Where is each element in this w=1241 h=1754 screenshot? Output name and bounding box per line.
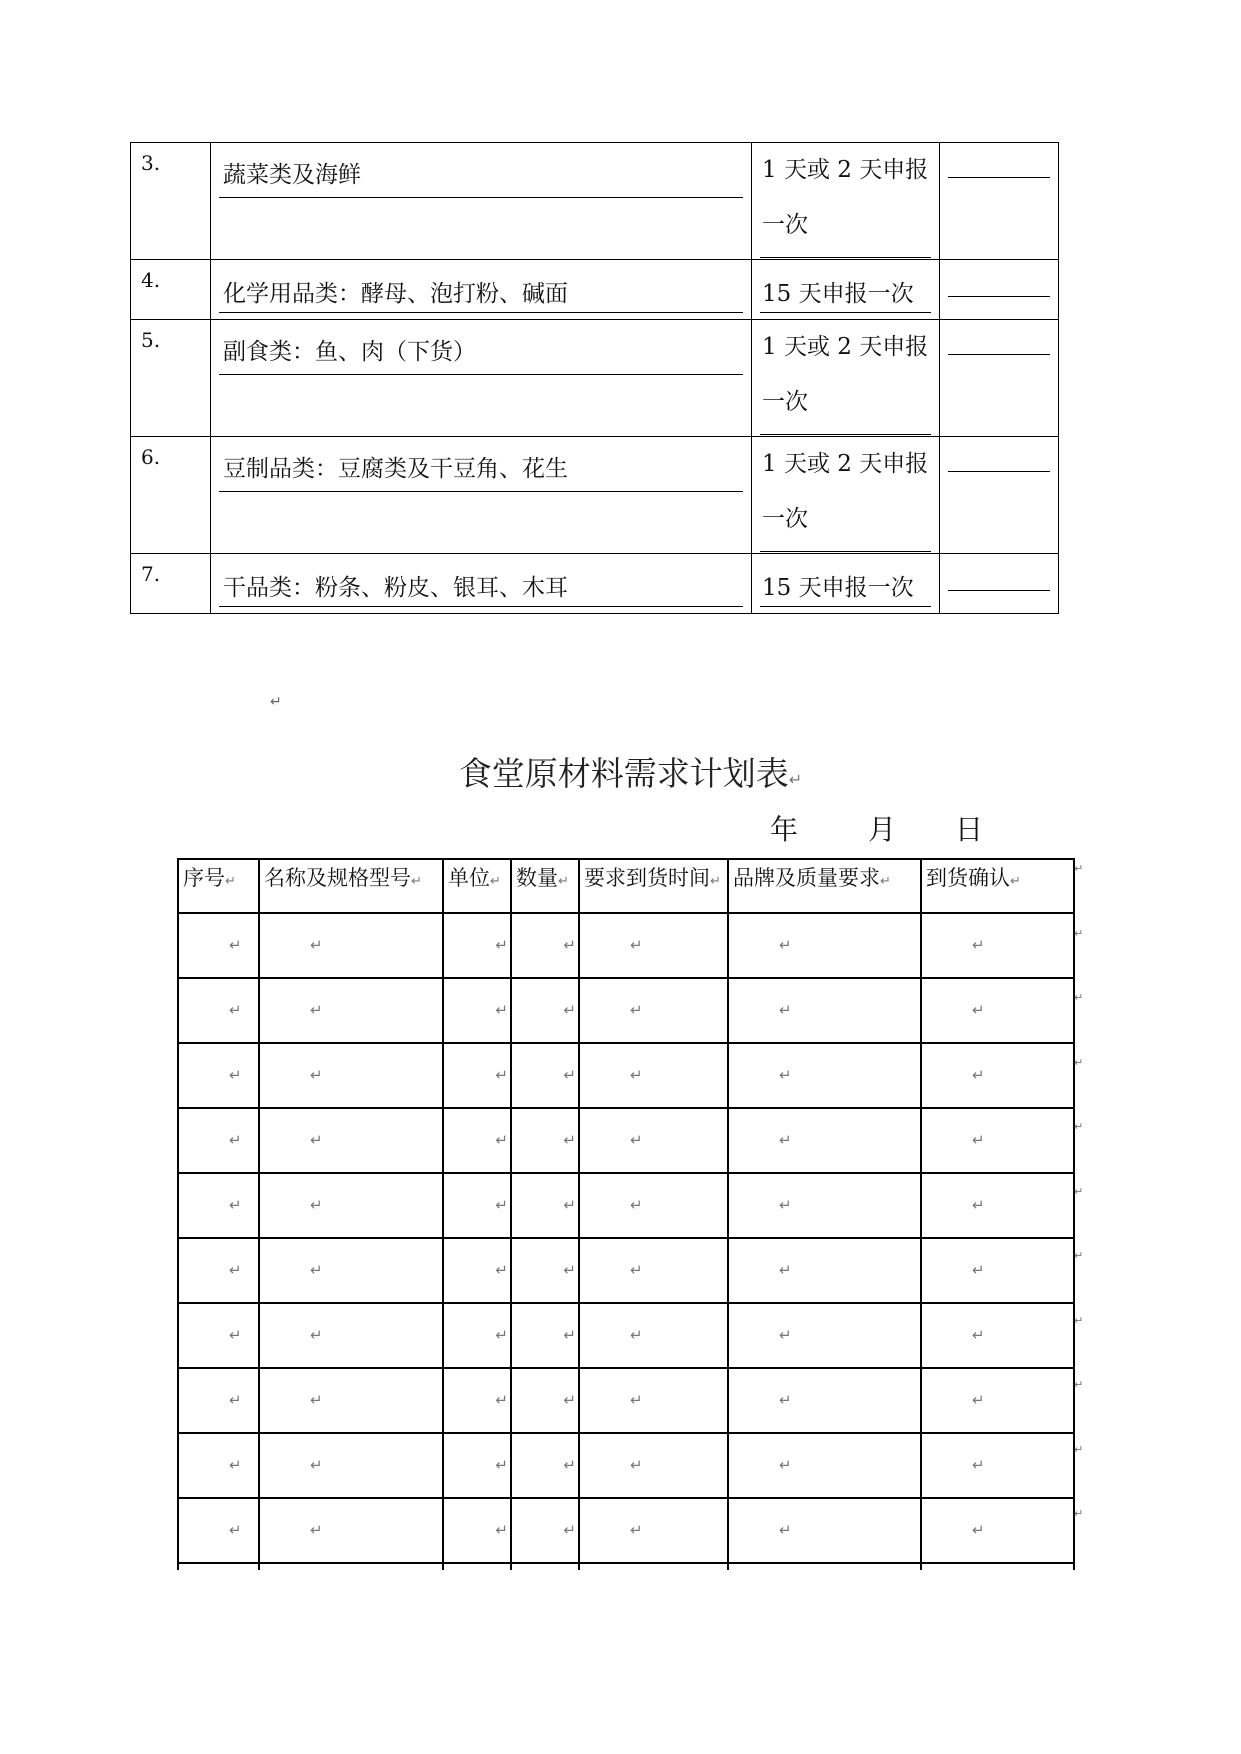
page-title: 食堂原材料需求计划表↵ [458,754,803,793]
table-row [178,913,1074,978]
plan-cell[interactable] [579,1238,728,1303]
plan-cell[interactable] [178,913,259,978]
plan-cell[interactable] [579,1173,728,1238]
cell-end-mark: ↵ [229,1196,242,1214]
dash-line [948,471,1050,472]
cell-end-mark: ↵ [630,1131,643,1149]
plan-cell-tail [579,1563,728,1570]
frequency-cell [752,260,940,320]
requirement-plan-table [177,858,1075,1570]
cell-end-mark: ↵ [972,1131,985,1149]
row-end-mark: ↵ [1074,1055,1084,1069]
cell-end-mark: ↵ [495,1521,508,1539]
cell-end-mark: ↵ [630,1066,643,1084]
plan-cell[interactable] [511,978,579,1043]
row-end-mark: ↵ [1074,862,1084,875]
plan-cell[interactable] [259,913,443,978]
dash-line [948,354,1050,355]
header-name-spec: 名称及规格型号↵ [259,859,443,913]
plan-cell[interactable] [728,1173,921,1238]
note-cell [940,260,1059,320]
row-end-mark: ↵ [1074,991,1084,1004]
cell-end-mark: ↵ [630,1391,643,1409]
date-year: 年 [770,813,799,846]
frequency-text: 15 天申报一次 [760,572,931,607]
table-row [178,978,1074,1043]
table-row [178,1173,1074,1238]
plan-cell[interactable] [728,913,921,978]
cell-end-mark: ↵ [495,1456,508,1474]
item-cell [211,437,752,554]
cell-end-mark: ↵ [229,1131,242,1149]
cell-end-mark: ↵ [779,936,792,954]
plan-cell[interactable] [443,1368,511,1433]
cell-end-mark: ↵ [310,1521,323,1539]
row-end-mark: ↵ [1074,1249,1084,1262]
plan-cell[interactable] [443,1238,511,1303]
table-row-tail [178,1563,1074,1570]
cell-end-mark: ↵ [495,1131,508,1149]
plan-cell[interactable] [511,1368,579,1433]
plan-cell[interactable] [178,1368,259,1433]
plan-cell[interactable] [921,1173,1074,1238]
item-cell [211,260,752,320]
item-cell [211,320,752,437]
plan-cell[interactable] [728,1433,921,1498]
table-row [178,1238,1074,1303]
cell-end-mark: ↵ [779,1456,792,1474]
header-index: 序号↵ [178,859,259,913]
cell-end-mark: ↵ [229,1521,242,1539]
cell-end-mark: ↵ [229,1326,242,1344]
table-row [178,1433,1074,1498]
frequency-text: 1 天或 2 天申报一次 [760,437,931,552]
plan-cell[interactable] [178,1433,259,1498]
plan-cell-tail [259,1563,443,1570]
row-end-mark: ↵ [1074,1313,1084,1327]
cell-end-mark: ↵ [310,936,323,954]
plan-cell[interactable] [443,978,511,1043]
cell-end-mark: ↵ [310,1131,323,1149]
frequency-cell [752,437,940,554]
cell-end-mark: ↵ [563,1066,576,1084]
cell-end-mark: ↵ [563,936,576,954]
cell-end-mark: ↵ [972,1001,985,1019]
plan-cell[interactable] [443,1433,511,1498]
plan-cell-tail [921,1563,1074,1570]
header-quantity: 数量↵ [511,859,579,913]
cell-end-mark: ↵ [495,1261,508,1279]
plan-cell[interactable] [443,1303,511,1368]
plan-cell[interactable] [178,1303,259,1368]
table-row [131,554,1059,614]
plan-cell[interactable] [921,978,1074,1043]
table-row [178,1043,1074,1108]
cell-end-mark: ↵ [229,1066,242,1084]
row-index-cell: 3. [131,143,211,260]
header-unit: 单位↵ [443,859,511,913]
plan-cell[interactable] [259,1043,443,1108]
plan-cell[interactable] [443,913,511,978]
plan-cell[interactable] [511,1433,579,1498]
cell-end-mark: ↵ [630,1001,643,1019]
cell-end-mark: ↵ [495,1391,508,1409]
plan-cell[interactable] [511,1173,579,1238]
cell-end-mark: ↵ [495,1066,508,1084]
cell-end-mark: ↵ [779,1001,792,1019]
header-arrival-time: 要求到货时间↵ [579,859,728,913]
frequency-cell [752,143,940,260]
cell-end-mark: ↵ [630,1196,643,1214]
cell-end-mark: ↵ [310,1456,323,1474]
plan-cell[interactable] [579,1498,728,1563]
cell-end-mark: ↵ [563,1521,576,1539]
table-row [178,1368,1074,1433]
note-cell [940,437,1059,554]
frequency-cell [752,554,940,614]
dash-line [948,177,1050,178]
frequency-text: 1 天或 2 天申报一次 [760,320,931,435]
plan-cell[interactable] [579,913,728,978]
plan-cell[interactable] [728,978,921,1043]
frequency-text: 1 天或 2 天申报一次 [760,143,931,258]
date-month: 月 [868,813,897,846]
cell-end-mark: ↵ [563,1196,576,1214]
plan-cell[interactable] [921,913,1074,978]
plan-cell[interactable] [443,1173,511,1238]
plan-cell[interactable] [579,1043,728,1108]
cell-end-mark: ↵ [229,1001,242,1019]
plan-cell[interactable] [728,1498,921,1563]
plan-cell[interactable] [728,1238,921,1303]
row-index-cell: 7. [131,554,211,614]
plan-cell[interactable] [443,1108,511,1173]
plan-cell[interactable] [921,1043,1074,1108]
paragraph-mark: ↵ [788,770,803,789]
plan-cell[interactable] [259,1173,443,1238]
plan-cell[interactable] [178,1238,259,1303]
plan-cell[interactable] [728,1043,921,1108]
plan-cell[interactable] [728,1303,921,1368]
plan-cell[interactable] [259,1498,443,1563]
plan-cell[interactable] [511,1498,579,1563]
plan-cell[interactable] [259,978,443,1043]
plan-cell[interactable] [259,1433,443,1498]
item-cell [211,143,752,260]
cell-end-mark: ↵ [972,936,985,954]
plan-cell[interactable] [579,1108,728,1173]
cell-end-mark: ↵ [779,1196,792,1214]
cell-end-mark: ↵ [779,1066,792,1084]
table-row [131,143,1059,260]
plan-cell[interactable] [579,1368,728,1433]
dash-line [948,296,1050,297]
cell-end-mark: ↵ [229,1456,242,1474]
plan-cell[interactable] [259,1238,443,1303]
row-end-mark: ↵ [1074,1378,1084,1391]
plan-cell[interactable] [511,913,579,978]
plan-cell[interactable] [178,1043,259,1108]
item-text: 化学用品类：酵母、泡打粉、碱面 [219,278,743,313]
dash-line [948,590,1050,591]
header-brand-quality: 品牌及质量要求↵ [728,859,921,913]
cell-end-mark: ↵ [495,1001,508,1019]
plan-cell[interactable] [728,1108,921,1173]
cell-end-mark: ↵ [229,1391,242,1409]
date-day: 日 [955,813,984,846]
row-end-mark: ↵ [1074,1507,1084,1520]
cell-end-mark: ↵ [972,1456,985,1474]
cell-end-mark: ↵ [630,1521,643,1539]
cell-end-mark: ↵ [972,1196,985,1214]
plan-cell[interactable] [921,1238,1074,1303]
cell-end-mark: ↵ [495,1326,508,1344]
cell-end-mark: ↵ [495,936,508,954]
table-row [178,1303,1074,1368]
header-row [178,859,1074,913]
plan-cell[interactable] [921,1108,1074,1173]
cell-end-mark: ↵ [495,1196,508,1214]
cell-end-mark: ↵ [563,1261,576,1279]
paragraph-mark: ↵ [270,694,282,710]
plan-cell[interactable] [178,1173,259,1238]
header-arrival-confirm: 到货确认↵ [921,859,1074,913]
plan-cell[interactable] [443,1498,511,1563]
note-cell [940,320,1059,437]
cell-end-mark: ↵ [563,1131,576,1149]
row-end-mark: ↵ [1074,926,1084,940]
plan-cell[interactable] [921,1368,1074,1433]
plan-body [178,913,1074,1570]
plan-cell[interactable] [259,1368,443,1433]
plan-cell[interactable] [921,1498,1074,1563]
cell-end-mark: ↵ [779,1131,792,1149]
cell-end-mark: ↵ [972,1326,985,1344]
table-row [131,260,1059,320]
cell-end-mark: ↵ [229,1261,242,1279]
plan-cell-tail [443,1563,511,1570]
table-row [131,437,1059,554]
cell-end-mark: ↵ [972,1391,985,1409]
cell-end-mark: ↵ [310,1196,323,1214]
note-cell [940,554,1059,614]
row-index-cell: 6. [131,437,211,554]
item-text: 副食类：鱼、肉（下货） [219,336,743,375]
category-table [130,142,1059,614]
row-index-cell: 5. [131,320,211,437]
cell-end-mark: ↵ [310,1261,323,1279]
cell-end-mark: ↵ [310,1066,323,1084]
row-end-mark: ↵ [1074,1442,1084,1456]
cell-end-mark: ↵ [563,1391,576,1409]
plan-cell[interactable] [443,1043,511,1108]
plan-cell[interactable] [511,1108,579,1173]
row-index-cell: 4. [131,260,211,320]
cell-end-mark: ↵ [310,1326,323,1344]
cell-end-mark: ↵ [779,1326,792,1344]
plan-cell-tail [728,1563,921,1570]
cell-end-mark: ↵ [630,1261,643,1279]
table-row [178,1108,1074,1173]
cell-end-mark: ↵ [630,936,643,954]
cell-end-mark: ↵ [630,1456,643,1474]
row-end-mark: ↵ [1074,1184,1084,1198]
cell-end-mark: ↵ [563,1001,576,1019]
item-text: 蔬菜类及海鲜 [219,159,743,198]
cell-end-mark: ↵ [310,1391,323,1409]
plan-cell[interactable] [728,1368,921,1433]
plan-cell-tail [511,1563,579,1570]
item-cell [211,554,752,614]
cell-end-mark: ↵ [779,1261,792,1279]
cell-end-mark: ↵ [972,1066,985,1084]
plan-cell[interactable] [579,1433,728,1498]
cell-end-mark: ↵ [310,1001,323,1019]
plan-cell[interactable] [511,1043,579,1108]
cell-end-mark: ↵ [779,1521,792,1539]
plan-cell[interactable] [178,978,259,1043]
plan-cell[interactable] [579,978,728,1043]
cell-end-mark: ↵ [630,1326,643,1344]
item-text: 干品类：粉条、粉皮、银耳、木耳 [219,572,743,607]
frequency-cell [752,320,940,437]
row-end-mark: ↵ [1074,1120,1084,1133]
cell-end-mark: ↵ [563,1456,576,1474]
table-row [131,320,1059,437]
plan-cell[interactable] [579,1303,728,1368]
plan-cell-tail [178,1563,259,1570]
cell-end-mark: ↵ [563,1326,576,1344]
note-cell [940,143,1059,260]
plan-cell[interactable] [921,1303,1074,1368]
cell-end-mark: ↵ [972,1261,985,1279]
frequency-text: 15 天申报一次 [760,278,931,313]
cell-end-mark: ↵ [229,936,242,954]
cell-end-mark: ↵ [972,1521,985,1539]
table-row [178,1498,1074,1563]
plan-cell[interactable] [178,1498,259,1563]
plan-cell[interactable] [511,1238,579,1303]
plan-cell[interactable] [921,1433,1074,1498]
item-text: 豆制品类：豆腐类及干豆角、花生 [219,453,743,492]
plan-cell[interactable] [511,1303,579,1368]
plan-cell[interactable] [178,1108,259,1173]
plan-cell[interactable] [259,1108,443,1173]
cell-end-mark: ↵ [779,1391,792,1409]
plan-cell[interactable] [259,1303,443,1368]
